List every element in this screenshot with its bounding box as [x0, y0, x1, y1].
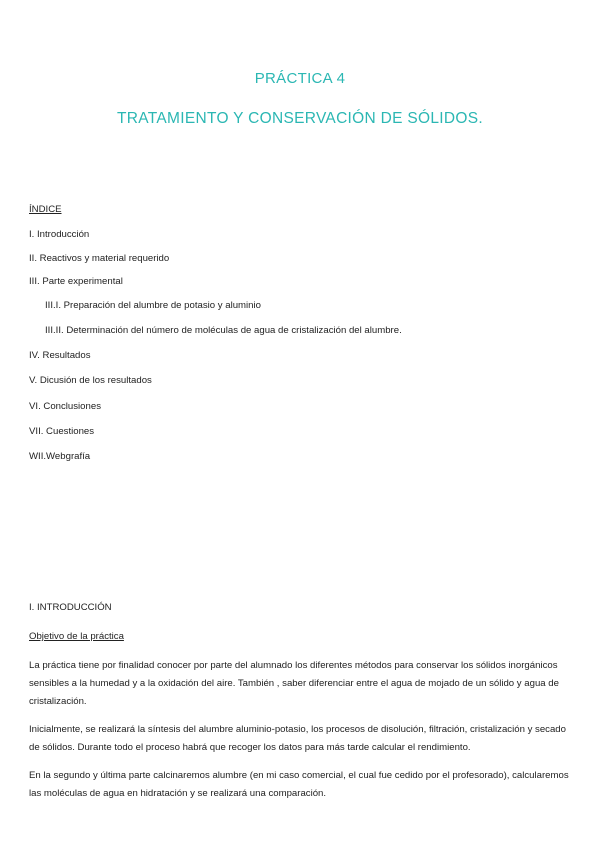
paragraph: En la segundo y última parte calcinaremos alumbre (en mi caso comercial, el cual fue cedido por el profesorado), calcularemos las moléculas de agua en hidratación y se realizará una comparación. [29, 770, 569, 799]
index-item: VI. Conclusiones [29, 401, 101, 412]
paragraph: Inicialmente, se realizará la síntesis del alumbre aluminio-potasio, los procesos de disolución, filtración, cristalización y secado de sólidos. Durante todo el proceso habrá que recoger los datos para más tarde calcular el rendimiento. [29, 724, 566, 753]
index-item: WII.Webgrafía [29, 451, 91, 462]
paragraph: La práctica tiene por finalidad conocer por parte del alumnado los diferentes métodos para conservar los sólidos inorgánicos sensibles a la humedad y a la oxidación del aire. También , saber diferenciar entre el agua de mojado de un sólido y agua de cristalización. [29, 660, 559, 707]
page-title: PRÁCTICA 4 [254, 70, 346, 87]
index-item: I. Introducción [29, 229, 90, 240]
index-item: V. Dicusión de los resultados [29, 375, 152, 386]
index-item: III. Parte experimental [29, 276, 123, 287]
page-subtitle: TRATAMIENTO Y CONSERVACIÓN DE SÓLIDOS. [117, 110, 483, 127]
section-heading: I. INTRODUCCIÓN [29, 602, 112, 613]
index-subitem: III.II. Determinación del número de moléculas de agua de cristalización del alumbre. [45, 325, 402, 336]
index-item: IV. Resultados [29, 350, 91, 361]
index-subitem: III.I. Preparación del alumbre de potasio y aluminio [45, 300, 261, 311]
index-item: VII. Cuestiones [29, 426, 95, 437]
objective-heading: Objetivo de la práctica [29, 631, 124, 642]
index-item: II. Reactivos y material requerido [29, 253, 170, 264]
index-heading: ÍNDICE [29, 204, 62, 215]
